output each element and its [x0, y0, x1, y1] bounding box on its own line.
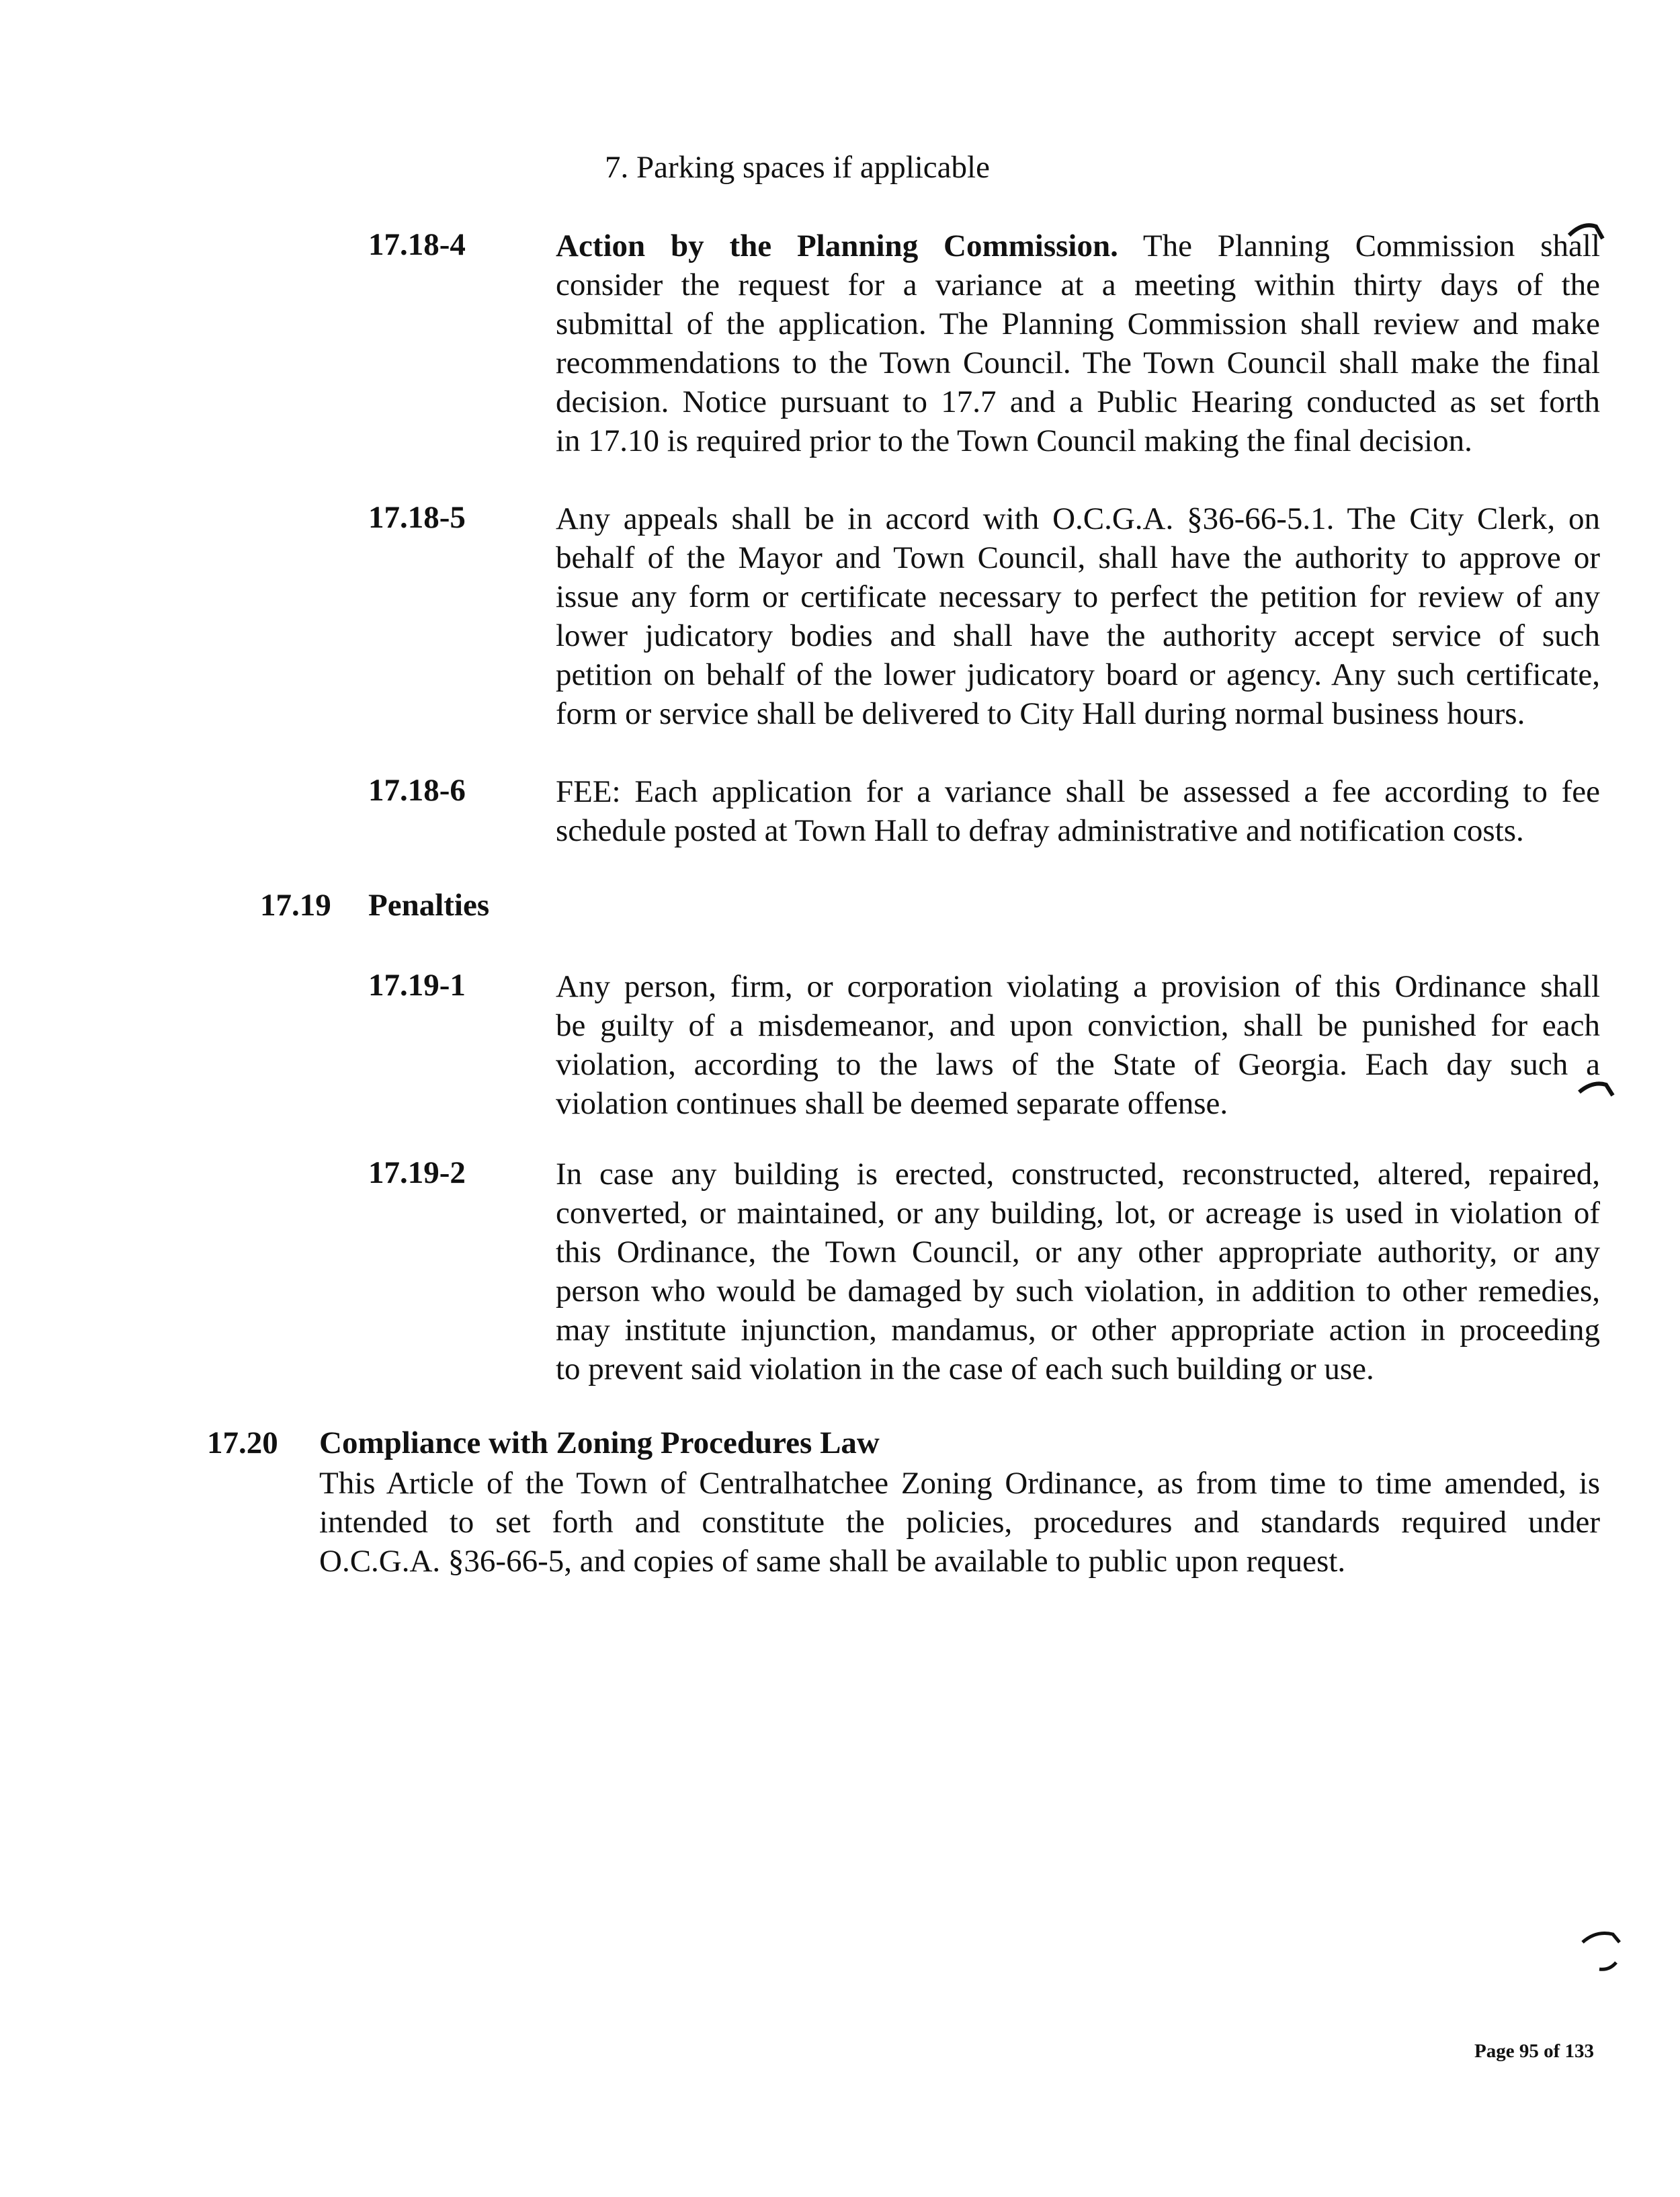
text-line: to prevent said violation in the case of each such building or use. — [556, 1352, 1374, 1386]
bold-lead: Action by the Planning Commission. — [556, 229, 1118, 263]
section-number: 17.18-5 — [368, 500, 466, 535]
text-line: intended to set forth and constitute the policies, procedures and standards required under — [319, 1505, 1600, 1540]
list-item-parking: 7. Parking spaces if applicable — [605, 150, 990, 185]
text-line: lower judicatory bodies and shall have the authority accept service of such — [556, 618, 1600, 653]
text-line: decision. Notice pursuant to 17.7 and a Public Hearing conducted as set forth — [556, 384, 1600, 419]
scan-mark-icon — [1566, 218, 1606, 245]
text-line: violation continues shall be deemed separate offense. — [556, 1086, 1228, 1121]
section-body — [556, 772, 1600, 850]
text-line: In case any building is erected, constructed, reconstructed, altered, repaired, — [556, 1157, 1600, 1192]
text-line: be guilty of a misdemeanor, and upon conviction, shall be punished for each — [556, 1008, 1600, 1043]
section-body — [556, 967, 1600, 1123]
section-number: 17.19-2 — [368, 1155, 466, 1190]
text-line: behalf of the Mayor and Town Council, shall have the authority to approve or — [556, 540, 1600, 575]
section-body — [319, 1464, 1600, 1581]
section-body — [556, 226, 1600, 460]
text-line — [556, 226, 1600, 265]
text-line: issue any form or certificate necessary to perfect the petition for review of any — [556, 579, 1600, 614]
text-line: recommendations to the Town Council. The Town Council shall make the final — [556, 345, 1600, 380]
text-line: submittal of the application. The Planning Commission shall review and make — [556, 306, 1600, 341]
text-line: in 17.10 is required prior to the Town Council making the final decision. — [556, 423, 1472, 458]
text-line: violation, according to the laws of the State of Georgia. Each day such a — [556, 1047, 1600, 1082]
text-line: O.C.G.A. §36-66-5, and copies of same shall be available to public upon request. — [319, 1544, 1346, 1579]
text-line: FEE: Each application for a variance shall be assessed a fee according to fee — [556, 774, 1600, 809]
text-line: this Ordinance, the Town Council, or any other appropriate authority, or any — [556, 1235, 1600, 1270]
text-line: form or service shall be delivered to City Hall during normal business hours. — [556, 696, 1525, 731]
section-number: 17.18-4 — [368, 227, 466, 262]
section-number: 17.18-6 — [368, 773, 466, 808]
heading-number: 17.20 — [207, 1425, 278, 1460]
heading-title: Compliance with Zoning Procedures Law — [319, 1425, 880, 1460]
section-body — [556, 499, 1600, 733]
text-line: schedule posted at Town Hall to defray administrative and notification costs. — [556, 813, 1524, 848]
section-body — [556, 1155, 1600, 1388]
heading-title: Penalties — [368, 888, 490, 923]
text-line-rest: The Planning Commission shall — [1142, 229, 1600, 263]
scan-mark-icon — [1576, 1075, 1616, 1102]
text-line: This Article of the Town of Centralhatchee Zoning Ordinance, as from time to time amended, is — [319, 1466, 1600, 1501]
text-line: Any person, firm, or corporation violating a provision of this Ordinance shall — [556, 969, 1600, 1004]
text-line: consider the request for a variance at a meeting within thirty days of the — [556, 267, 1600, 302]
section-number: 17.19-1 — [368, 968, 466, 1003]
text-line: may institute injunction, mandamus, or other appropriate action in proceeding — [556, 1313, 1600, 1348]
text-line: petition on behalf of the lower judicatory board or agency. Any such certificate, — [556, 657, 1600, 692]
text-line: Any appeals shall be in accord with O.C.G.A. §36-66-5.1. The City Clerk, on — [556, 501, 1600, 536]
text-line: converted, or maintained, or any building, lot, or acreage is used in violation of — [556, 1196, 1600, 1231]
page-number: Page 95 of 133 — [1474, 2040, 1594, 2062]
heading-number: 17.19 — [260, 888, 331, 923]
scan-mark-icon — [1579, 1922, 1626, 1976]
text-line: person who would be damaged by such violation, in addition to other remedies, — [556, 1274, 1600, 1309]
